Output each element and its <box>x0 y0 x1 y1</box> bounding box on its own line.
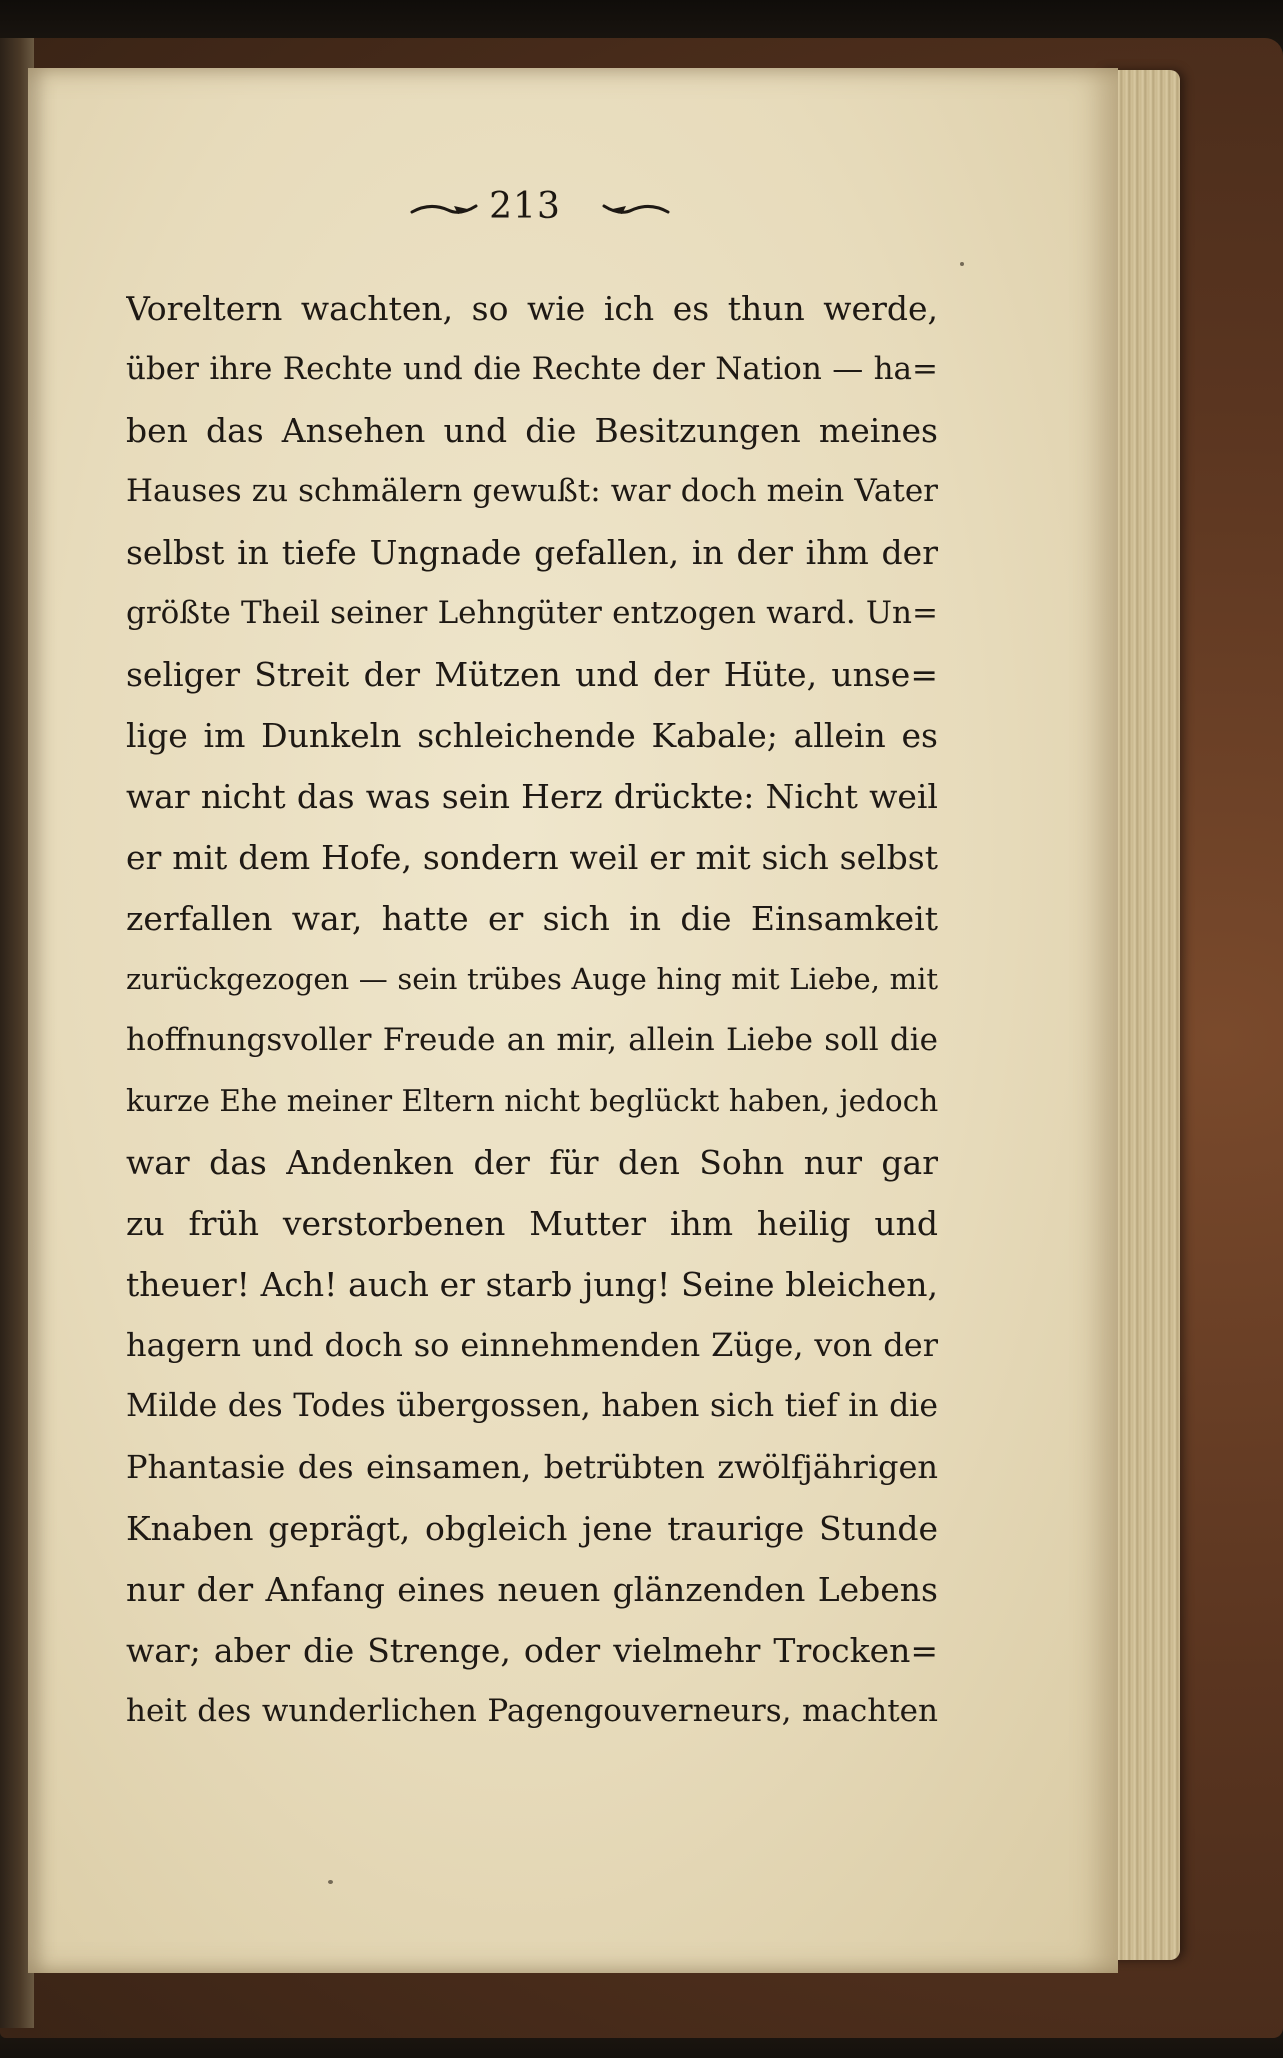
text-line: über ihre Rechte und die Rechte der Nation — ha= <box>126 351 938 387</box>
text-line: war nicht das was sein Herz drückte: Nicht weil <box>126 777 938 816</box>
page-number: 213 <box>489 186 561 227</box>
text-line: Voreltern wachten, so wie ich es thun werde, <box>126 289 938 328</box>
left-ornament-icon <box>410 198 480 220</box>
text-line: war; aber die Strenge, oder vielmehr Trocken= <box>126 1631 938 1670</box>
paper-speck <box>328 1880 333 1884</box>
text-line: Knaben geprägt, obgleich jene traurige Stunde <box>126 1509 938 1548</box>
text-line: zu früh verstorbenen Mutter ihm heilig und <box>126 1204 938 1243</box>
text-line: theuer! Ach! auch er starb jung! Seine bleichen, <box>126 1265 938 1304</box>
text-line: war das Andenken der für den Sohn nur gar <box>126 1143 938 1182</box>
text-line: größte Theil seiner Lehngüter entzogen ward. Un= <box>126 595 938 631</box>
text-line: nur der Anfang eines neuen glänzenden Lebens <box>126 1570 938 1609</box>
body-text <box>126 278 938 1742</box>
text-line: seliger Streit der Mützen und der Hüte, unse= <box>126 655 938 694</box>
right-ornament-icon <box>600 198 670 220</box>
text-line: zurückgezogen — sein trübes Auge hing mit Liebe, mit <box>126 962 938 996</box>
text-line: Phantasie des einsamen, betrübten zwölfjährigen <box>126 1448 938 1486</box>
text-line: selbst in tiefe Ungnade gefallen, in der ihm der <box>126 533 938 572</box>
text-line: hoffnungsvoller Freude an mir, allein Liebe soll die <box>126 1022 938 1058</box>
text-line: er mit dem Hofe, sondern weil er mit sich selbst <box>126 838 938 877</box>
text-line: zerfallen war, hatte er sich in die Einsamkeit <box>126 899 938 938</box>
text-line: hagern und doch so einnehmenden Züge, von der <box>126 1326 938 1364</box>
paper-speck <box>960 262 964 266</box>
text-line: ben das Ansehen und die Besitzungen meines <box>126 411 938 450</box>
text-line: kurze Ehe meiner Eltern nicht beglückt haben, jedoch <box>126 1084 938 1118</box>
text-line: lige im Dunkeln schleichende Kabale; allein es <box>126 716 938 755</box>
page-header <box>370 186 670 236</box>
text-line: Hauses zu schmälern gewußt: war doch mein Vater <box>126 473 938 509</box>
text-line: Milde des Todes übergossen, haben sich tief in die <box>126 1388 938 1424</box>
text-line: heit des wunderlichen Pagengouverneurs, machten <box>126 1693 938 1729</box>
